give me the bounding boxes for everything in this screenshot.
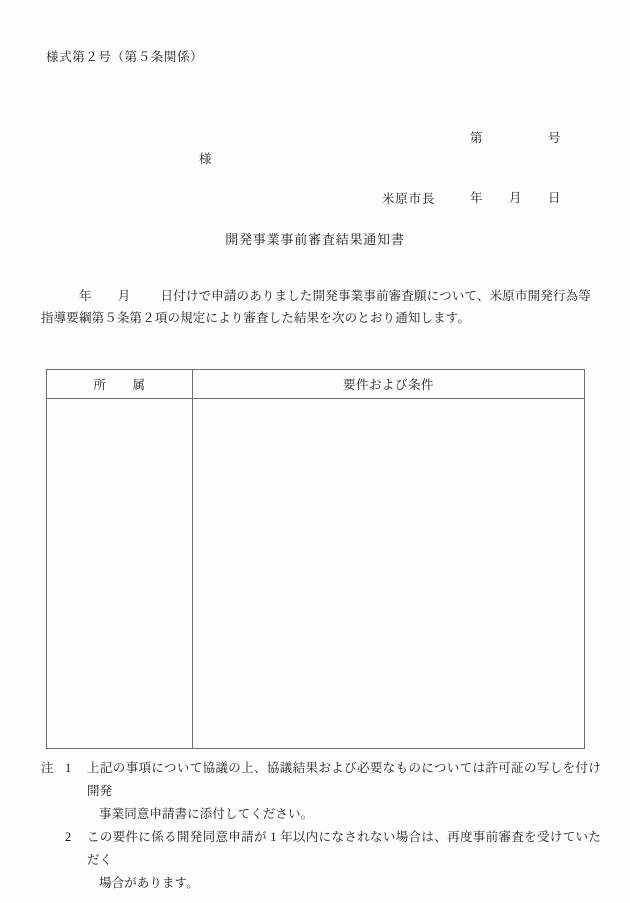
note-number-1: 1 (65, 761, 72, 775)
notes-label: 注 (41, 761, 54, 775)
form-number: 様式第２号（第５条関係） (46, 50, 204, 64)
notes-section (41, 757, 601, 895)
document-number-line: 第 号 (470, 131, 562, 145)
note-text-1-line2: 事業同意申請書に添付してください。 (99, 807, 314, 821)
note-item-1 (41, 757, 601, 826)
document-meta-block (470, 88, 561, 248)
table-row (47, 399, 585, 749)
review-result-table (46, 369, 585, 749)
note-text-1-line1: 上記の事項について協議の上、協議結果および必要なものについては許可証の写しを付け開発 (87, 761, 601, 798)
note-text-1 (83, 757, 601, 826)
table-header-row (47, 370, 585, 399)
issuer-name: 米原市長 (382, 192, 436, 206)
body-paragraph (41, 285, 591, 329)
note-number-2: 2 (65, 830, 72, 844)
application-year-blank: 年 (79, 289, 92, 303)
cell-requirements[interactable] (193, 399, 585, 749)
document-date-line: 年 月 日 (470, 191, 562, 205)
cell-department[interactable] (47, 399, 193, 749)
note-text-2-line2: 場合があります。 (99, 876, 199, 890)
application-month-blank: 月 (117, 289, 131, 303)
note-text-2-line1: この要件に係る開発同意申請が 1 年以内になされない場合は、再度事前審査を受けていただく (87, 830, 601, 867)
body-sentence: 日付けで申請のありました開発事業事前審査願について、米原市開発行為等指導要綱第５条第２項の規定により審査した結果を次のとおり通知します。 (41, 289, 592, 325)
addressee-honorific: 様 (199, 152, 213, 166)
note-item-2 (41, 826, 601, 895)
column-header-requirements: 要件および条件 (193, 370, 585, 399)
column-header-department: 所 属 (47, 370, 193, 399)
note-text-2 (83, 826, 601, 895)
document-title: 開発事業事前審査結果通知書 (225, 232, 405, 247)
